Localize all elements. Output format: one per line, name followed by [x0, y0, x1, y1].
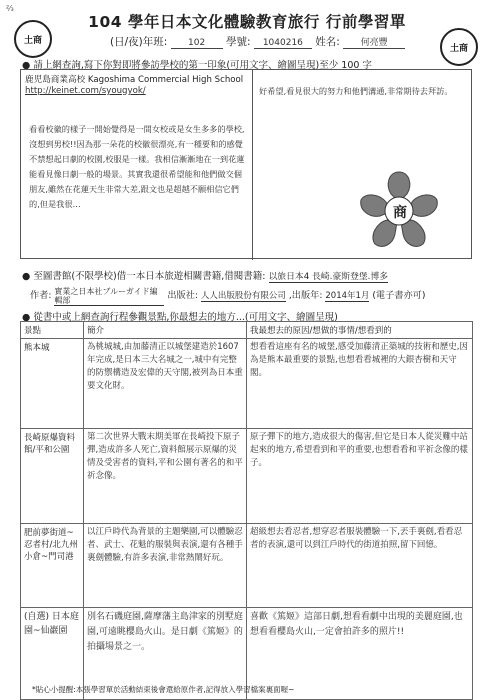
emblem-text-left: 土商 [23, 35, 42, 46]
place-cell[interactable]: (自選) 日本庭園~仙巖園 [21, 608, 84, 700]
table-row [21, 524, 473, 608]
table-header: 景點 [21, 322, 84, 339]
intro-cell[interactable]: 以江戶時代為背景的主題樂園,可以體驗忍者、武士、花魁的服裝與表演,還有各種手裏劍體驗,有許多表演,非常熱鬧好玩。 [84, 524, 247, 608]
id-label: 學號: [225, 36, 251, 48]
bullet-icon: ● [22, 60, 31, 71]
publisher-label: 出版社: [167, 290, 198, 301]
intro-cell[interactable]: 第二次世界大戰末期美軍在長崎投下原子彈,造成許多人死亡,資料館展示原爆的災情及受害者的資料,平和公園有著名的和平祈念像。 [84, 429, 247, 524]
section1-instruction-text: 請上網查詢,寫下你對即將參訪學校的第一印象(可用文字、繪圖呈現)至少 100 字 [33, 60, 372, 71]
reason-cell[interactable]: 喜歡《篤姬》這部日劇,想看看劇中出現的美麗庭園,也想看看櫻島火山,一定會拍許多的照片!! [247, 608, 473, 700]
section3-instruction-text: 從書中或上網查詢行程參觀景點,你最想去的地方...(可用文字、繪圖呈現) [33, 312, 338, 323]
id-value[interactable]: 1040216 [254, 38, 312, 49]
table-header: 我最想去的原因/想做的事情/想看到的 [247, 322, 473, 339]
footer-note: *貼心小提醒:本張學習單於活動結束後會還給原作者,記得放入學習檔案裏面喔~ [32, 685, 295, 694]
author-value[interactable]: 實業之日本社ブルーガイド編輯部 [54, 287, 164, 306]
book-title[interactable]: 以旅日本4 長崎.豪斯登堡.博多 [268, 272, 389, 282]
name-value[interactable]: 何亮豐 [343, 35, 405, 49]
itinerary-table [20, 321, 473, 700]
ebook-note: (電子書亦可) [372, 290, 426, 301]
section2-instruction-text: 至圖書館(不限學校)借一本日本旅遊相關書籍,借閱書籍: [33, 271, 266, 282]
place-cell: 肥前夢街道~忍者村/北九州小倉~門司港 [21, 524, 84, 608]
author-label: 作者: [30, 290, 52, 301]
bullet-icon: ● [22, 271, 31, 282]
impression-box [20, 69, 472, 259]
section2-instruction [22, 268, 482, 282]
place-cell: 熊本城 [21, 339, 84, 429]
emblem-text-right: 土商 [449, 43, 468, 54]
class-label: (日/夜)年班: [110, 36, 168, 48]
table-row [21, 429, 473, 524]
corner-mark: ⅔ [6, 4, 14, 13]
school-name: 鹿児島商業高校 Kagoshima Commercial High School [25, 75, 244, 85]
table-header: 簡介 [84, 322, 247, 339]
name-label: 姓名: [315, 36, 340, 48]
book-info-line [30, 287, 490, 306]
reason-cell[interactable]: 原子彈下的地方,造成很大的傷害,但它是日本人從災難中站起來的地方,希望看到和平的重要,也想看看和平祈念像的樣子。 [247, 429, 473, 524]
reason-cell[interactable]: 超級想去看忍者,想穿忍者服裝體驗一下,丟手裏劍,看看忍者的表演,還可以到江戶時代的街道拍照,留下回憶。 [247, 524, 473, 608]
year-value[interactable]: 2014年1月 [325, 291, 370, 301]
reason-cell[interactable]: 想看看這座有名的城堡,感受加藤清正築城的技術和歷史,因為是熊本最重要的景點,也想看看城裡的大銀杏樹和天守閣。 [247, 339, 473, 429]
impression-text-right[interactable]: 好希望,看見很大的努力和他們溝通,非常期待去拜訪。 [259, 86, 453, 96]
impression-left-panel [21, 70, 253, 260]
table-header-row [21, 322, 473, 339]
place-cell: 長崎原爆資料館/平和公園 [21, 429, 84, 524]
student-info-line [110, 34, 405, 49]
emblem-label: 商 [393, 205, 407, 221]
school-emblem-left [14, 20, 52, 58]
class-value[interactable]: 102 [171, 38, 223, 49]
school-url[interactable]: http://keinet.com/syougyok/ [25, 86, 146, 96]
impression-text-left[interactable]: 看看校徽的樣子一開始覺得是一間女校或是女生多多的學校,沒想到男校!!因為那一朵花的校徽很漂亮,有一種要和的感覺不禁想起日劇的校園,校服是一樣。我相信漸漸地在一到花蓮能看見像日劇一般的場景。其實我還很希望能和他們做交個朋友,雖然在花蓮天生非常大差,跟文也是超越不願相信它們的,但是我很… [29, 124, 245, 209]
bullet-icon: ● [22, 312, 31, 323]
page-title: 104 學年日本文化體驗教育旅行 行前學習單 [88, 13, 406, 31]
school-emblem-right [440, 28, 478, 66]
table-row [21, 339, 473, 429]
intro-cell[interactable]: 別名石磯庭園,薩摩藩主島津家的別墅庭園,可遠眺櫻島火山。是日劇《篤姬》的拍攝場景之一。 [84, 608, 247, 700]
year-label: ,出版年: [288, 290, 323, 301]
publisher-value[interactable]: 人人出版股份有限公司 [200, 291, 286, 301]
intro-cell[interactable]: 為桃城城,由加藤清正以城堡建造於1607年完成,是日本三大名城之一,城中有完整的防禦構造及宏偉的天守閣,被列為日本重要文化財。 [84, 339, 247, 429]
